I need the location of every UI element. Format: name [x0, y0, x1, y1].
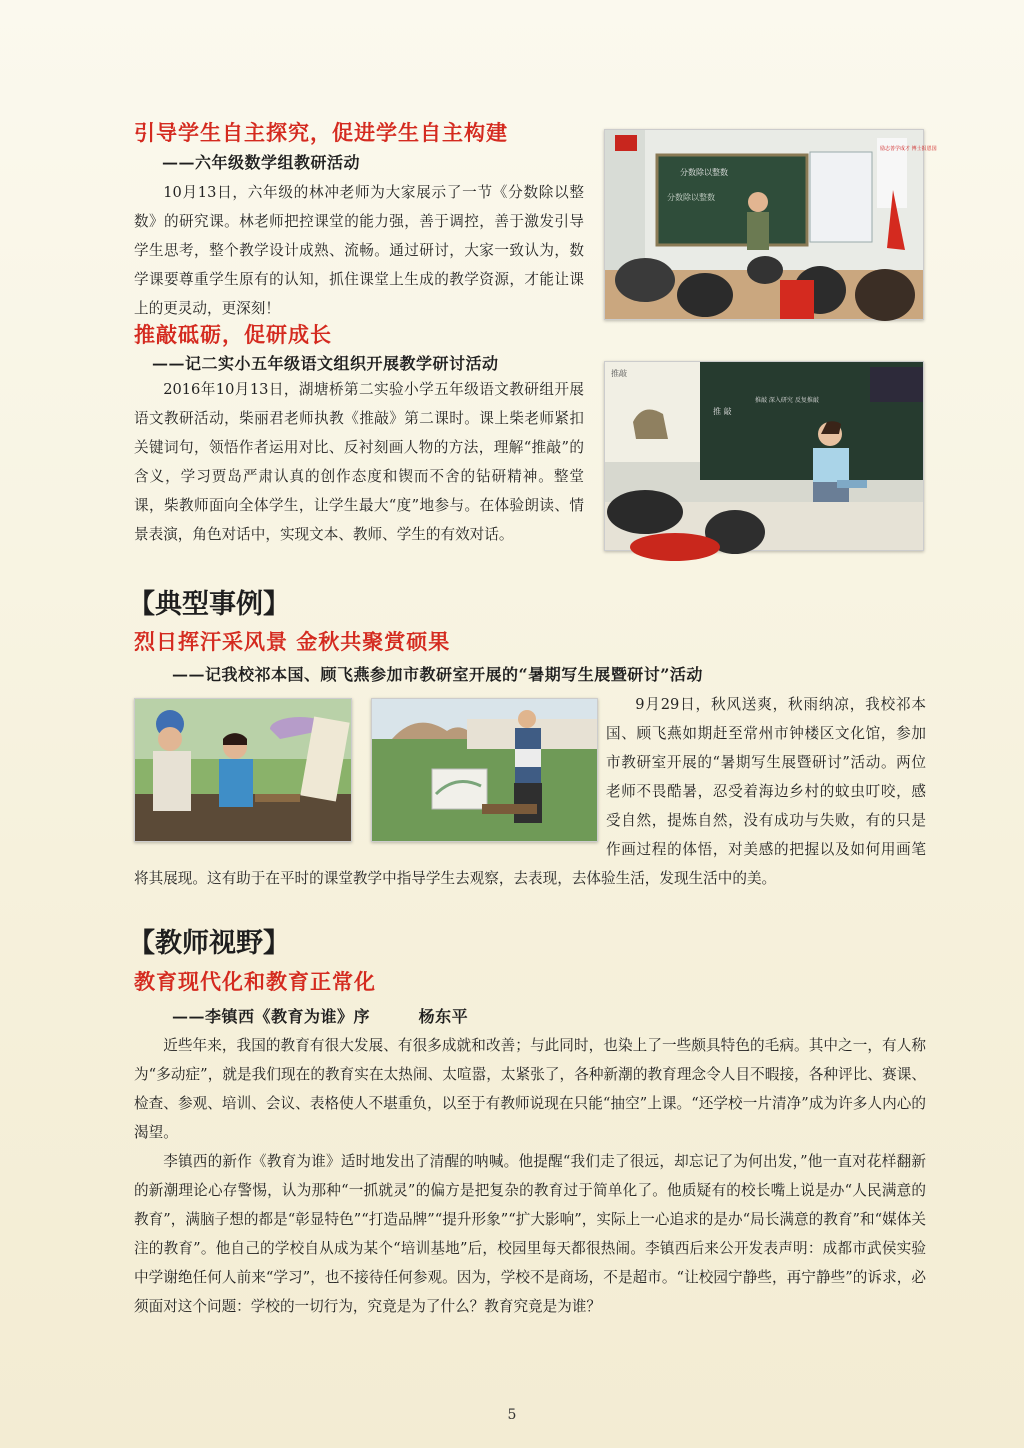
article4-subtitle: ——李镇西《教育为谁》序 杨东平 [172, 1007, 469, 1026]
article2-title: 推敲砥砺，促研成长 [134, 323, 332, 347]
article3-title: 烈日挥汗采风景 金秋共聚赏硕果 [134, 630, 451, 654]
article1-title: 引导学生自主探究，促进学生自主构建 [134, 121, 508, 145]
section-typical-cases: 【典型事例】 [128, 589, 290, 620]
article1-body: 10月13日，六年级的林冲老师为大家展示了一节《分数除以整数》的研究课。林老师把控课堂的能力强，善于调控，善于激发引导学生思考，整个教学设计成熟、流畅。通过研讨，大家一致认为，数学课要尊重学生原有的认知，抓住课堂上生成的教学资源，才能让课上的更灵动，更深刻！ [134, 184, 584, 317]
article3-body-wrap [134, 690, 926, 893]
article2-classroom-photo [604, 361, 924, 551]
article3-body: 9月29日，秋风送爽，秋雨纳凉，我校祁本国、顾飞燕如期赶至常州市钟楼区文化馆，参加市教研室开展的“暑期写生展暨研讨”活动。两位老师不畏酷暑，忍受着海边乡村的蚊虫叮咬，感受自然，提炼自然，没有成功与失败，有的只是作画过程的体悟，对美感的把握以及如何用画笔将其展现。这有助于在平时的课堂教学中指导学生去观察，去表现，去体验生活，发现生活中的美。 [134, 696, 926, 887]
board-title: 分数除以整数 [680, 168, 728, 177]
article3-subtitle: ——记我校祁本国、顾飞燕参加市教研室开展的“暑期写生展暨研讨”活动 [172, 665, 703, 684]
article4-title: 教育现代化和教育正常化 [134, 970, 376, 994]
article2-body: 2016年10月13日，湖塘桥第二实验小学五年级语文教研组开展语文教研活动，柴丽君老师执教《推敲》第二课时。课上柴老师紧扣关键词句，领悟作者运用对比、反衬刻画人物的方法，理解“推敲”的含义，学习贾岛严肃认真的创作态度和锲而不舍的钻研精神。整堂课，柴教师面向全体学生，让学生最大“度”地参与。在体验朗读、情景表演，角色对话中，实现文本、教师、学生的有效对话。 [134, 381, 584, 543]
slide-text: 推敲 [611, 369, 627, 378]
article4-para2: 李镇西的新作《教育为谁》适时地发出了清醒的呐喊。他提醒“我们走了很远，却忘记了为何出发，”他一直对花样翻新的新潮理论心存警惕，认为那种“一抓就灵”的偏方是把复杂的教育过于简单化了。他质疑有的校长嘴上说是办“人民满意的教育”，满脑子想的都是“彰显特色”“打造品牌”“提升形象”“扩大影响”，实际上一心追求的是办“局长满意的教育”和“媒体关注的教育”。他自己的学校自从成为某个“培训基地”后，校园里每天都很热闹。李镇西后来公开发表声明：成都市武侯实验中学谢绝任何人前来“学习”，也不接待任何参观。因为，学校不是商场，不是超市。“让校园宁静些，再宁静些”的诉求，必须面对这个问题：学校的一切行为，究竟是为了什么？教育究竟是为谁？ [134, 1153, 926, 1315]
board-text-2: 推敲 深入研究 反复推敲 [755, 397, 819, 404]
article1-subtitle: ——六年级数学组教研活动 [162, 153, 361, 172]
classroom-banner: 励志善学成才 博士报恩国 [880, 146, 937, 152]
article3-image-spacer [134, 690, 606, 839]
article4-para1: 近些年来，我国的教育有很大发展、有很多成就和改善；与此同时，也染上了一些颇具特色的毛病。其中之一，有人称为“多动症”，就是我们现在的教育实在太热闹、太喧嚣，太紧张了，各种新潮的教育理念令人目不暇接，各种评比、赛课、检查、参观、培训、会议、表格使人不堪重负，以至于有教师说现在只能“抽空”上课。“还学校一片清净”成为许多人内心的渴望。 [134, 1037, 926, 1141]
section-teacher-vision: 【教师视野】 [128, 928, 290, 959]
article2-subtitle: ——记二实小五年级语文组织开展教学研讨活动 [152, 354, 499, 373]
board-text-1: 推 敲 [713, 407, 732, 416]
board-formula: 分数除以整数 [667, 193, 715, 202]
article1-classroom-photo [604, 129, 937, 320]
page-number: 5 [507, 1407, 517, 1423]
